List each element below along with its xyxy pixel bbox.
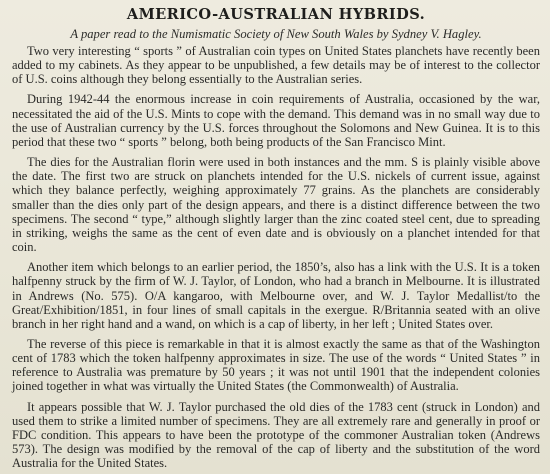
article-title: AMERICO-AUSTRALIAN HYBRIDS. (126, 6, 426, 23)
paragraph-1: Two very interesting “ sports ” of Australian coin types on United States planchets have recently been added to my cabinets. As they appear to be unpublished, a few details may be of interest to the collector of U.S. coins although they belong essentially to the Australian series. (12, 44, 540, 87)
paragraph-5: The reverse of this piece is remarkable in that it is almost exactly the same as that of the Washington cent of 1783 which the token halfpenny approximates in size. The use of the words “ United States ” in reference to Australia was premature by 50 years ; it was not until 1901 that the independent colonies joined together in what was virtually the United States (the Commonwealth) of Australia. (12, 336, 540, 394)
article-subtitle: A paper read to the Numismatic Society of New South Wales by Sydney V. Hagley. (70, 27, 482, 41)
article-body (12, 44, 540, 470)
paragraph-2: During 1942-44 the enormous increase in coin requirements of Australia, occasioned by the war, necessitated the aid of the U.S. Mints to cope with the demand. This demand was in no small way due to the use of Australian currency by the U.S. forces throughout the Solomons and New Guinea. It is to this period that these two “ sports ” belong, both being products of the San Francisco Mint. (12, 92, 540, 149)
paragraph-3: The dies for the Australian florin were used in both instances and the mm. S is plainly visible above the date. The first two are struck on planchets intended for the U.S. nickels of current issue, against which they balance perfectly, weighing approximately 77 grains. As the planchets are considerably smaller than the dies only part of the design appears, and there is a distinct difference between the two specimens. The second “ type,” although slightly larger than the zinc coated steel cent, due to spreading in striking, weighs the same as the cent of even date and is obviously on a planchet intended for that coin. (12, 155, 540, 255)
paragraph-6: It appears possible that W. J. Taylor purchased the old dies of the 1783 cent (struck in London) and used them to strike a limited number of specimens. They are all extremely rare and generally in proof or FDC condition. This appears to have been the prototype of the commoner Australian token (Andrews 573). The design was modified by the removal of the cap of liberty and the substitution of the word Australia for the United States. (12, 399, 540, 471)
paragraph-4: Another item which belongs to an earlier period, the 1850’s, also has a link with the U.S. It is a token halfpenny struck by the firm of W. J. Taylor, of London, who had a branch in Melbourne. It is illustrated in Andrews (No. 575). O/A kangaroo, with Melbourne over, and W. J. Taylor Medallist/to the Great/Exhibition/1851, in four lines of small capitals in the exergue. R/Britannia seated with an olive branch in her right hand and a wand, on which is a cap of liberty, in her left ; United States over. (12, 260, 540, 331)
